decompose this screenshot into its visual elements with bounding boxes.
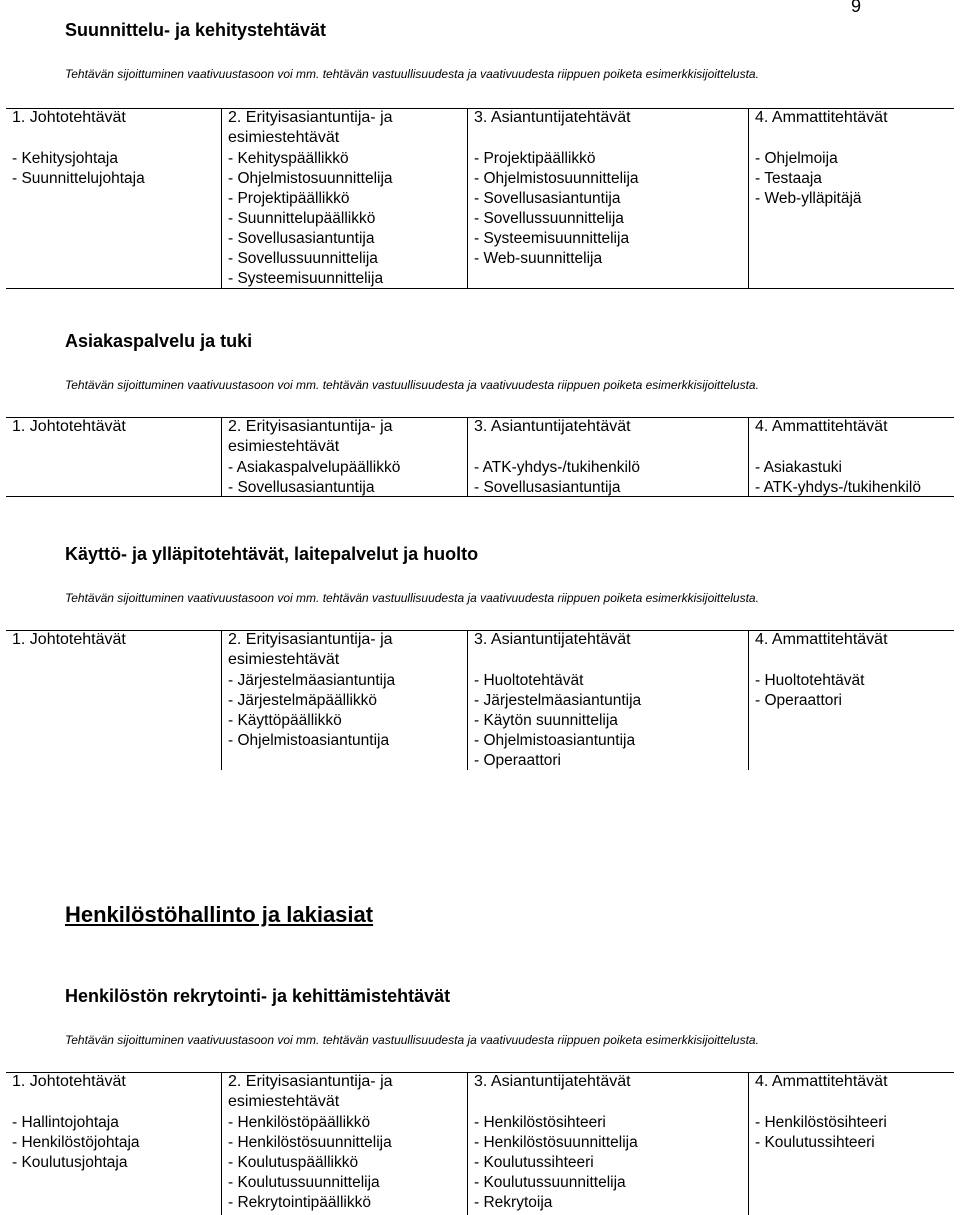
column-header: 2. Erityisasiantuntija- ja esimiestehtävät [228,631,393,668]
role-item: - Koulutuspäällikkö [228,1154,359,1171]
column-professional [748,108,955,289]
role-item: - Ohjelmistoasiantuntija [474,732,636,749]
role-list [755,149,951,209]
role-item: - Sovellusasiantuntija [228,230,375,247]
role-item: - Henkilöstöjohtaja [12,1134,140,1151]
role-item: - Testaaja [755,170,822,187]
column-specialist [221,108,468,289]
column-expert [467,417,749,497]
column-professional [748,1072,955,1215]
role-list [12,149,217,189]
role-item: - Operaattori [474,752,562,769]
role-list [474,671,745,771]
role-item: - Suunnittelujohtaja [12,170,145,187]
role-list [228,1113,464,1213]
role-table-development [6,108,954,289]
role-item: - Asiakaspalvelupäällikkö [228,459,401,476]
role-table-recruitment [6,1072,954,1215]
role-item: - Systeemisuunnittelija [474,230,630,247]
column-management [6,630,221,770]
column-professional [748,417,955,497]
role-item: - Käyttöpäällikkö [228,712,342,729]
column-header: 3. Asiantuntijatehtävät [474,418,631,435]
page-number: 9 [851,0,862,16]
role-list [474,149,745,269]
column-header: 3. Asiantuntijatehtävät [474,109,631,126]
column-header: 4. Ammattitehtävät [755,418,888,435]
placement-note: Tehtävän sijoittuminen vaativuustasoon voi mm. tehtävän vastuullisuudesta ja vaativuudesta riippuen poiketa esimerkkisijoittelusta. [65,1033,759,1047]
role-item: - Ohjelmistosuunnittelija [228,170,393,187]
role-item: - Henkilöstösihteeri [474,1114,606,1131]
role-item: - Huoltotehtävät [474,672,584,689]
placement-note: Tehtävän sijoittuminen vaativuustasoon voi mm. tehtävän vastuullisuudesta ja vaativuudesta riippuen poiketa esimerkkisijoittelusta. [65,67,759,81]
role-item: - Kehitysjohtaja [12,150,118,167]
role-list [12,1113,217,1173]
role-item: - Järjestelmäasiantuntija [228,672,396,689]
role-item: - Kehityspäällikkö [228,150,349,167]
role-item: - Rekrytointipäällikkö [228,1194,371,1211]
column-header: 1. Johtotehtävät [12,1073,126,1090]
role-item: - Huoltotehtävät [755,672,865,689]
column-expert [467,630,749,770]
role-item: - Web-suunnittelija [474,250,603,267]
column-header: 4. Ammattitehtävät [755,1073,888,1090]
column-management [6,108,221,289]
role-item: - Web-ylläpitäjä [755,190,862,207]
role-item: - Ohjelmistosuunnittelija [474,170,639,187]
role-item: - Sovellussuunnittelija [474,210,624,227]
role-item: - ATK-yhdys-/tukihenkilö [474,459,640,476]
column-header: 1. Johtotehtävät [12,109,126,126]
role-list [755,458,951,498]
column-header: 2. Erityisasiantuntija- ja esimiestehtävät [228,418,393,455]
placement-note: Tehtävän sijoittuminen vaativuustasoon voi mm. tehtävän vastuullisuudesta ja vaativuudesta riippuen poiketa esimerkkisijoittelusta. [65,378,759,392]
role-list [228,458,464,498]
role-list [474,1113,745,1213]
role-item: - Sovellussuunnittelija [228,250,378,267]
role-table-operations [6,630,954,770]
role-item: - Koulutussihteeri [474,1154,594,1171]
column-header: 1. Johtotehtävät [12,418,126,435]
column-header: 4. Ammattitehtävät [755,631,888,648]
column-header: 3. Asiantuntijatehtävät [474,631,631,648]
section-title-operations: Käyttö- ja ylläpitotehtävät, laitepalvelut ja huolto [65,544,479,564]
column-management [6,1072,221,1215]
section-title-customer-service: Asiakaspalvelu ja tuki [65,331,253,351]
column-header: 3. Asiantuntijatehtävät [474,1073,631,1090]
role-item: - Henkilöstöpäällikkö [228,1114,371,1131]
role-item: - Sovellusasiantuntija [228,479,375,496]
role-item: - Hallintojohtaja [12,1114,119,1131]
role-item: - Koulutussuunnittelija [228,1174,380,1191]
section-title-development: Suunnittelu- ja kehitystehtävät [65,20,327,40]
role-item: - Ohjelmistoasiantuntija [228,732,390,749]
role-item: - Asiakastuki [755,459,843,476]
column-professional [748,630,955,770]
role-item: - Henkilöstösuunnittelija [474,1134,638,1151]
role-table-customer-service [6,417,954,497]
role-item: - Koulutusjohtaja [12,1154,128,1171]
column-expert [467,1072,749,1215]
role-item: - Koulutussuunnittelija [474,1174,626,1191]
role-list [755,1113,951,1153]
role-item: - Operaattori [755,692,843,709]
section-title-recruitment: Henkilöstön rekrytointi- ja kehittämistehtävät [65,986,451,1006]
role-item: - Sovellusasiantuntija [474,190,621,207]
role-item: - Ohjelmoija [755,150,838,167]
role-item: - Henkilöstösihteeri [755,1114,887,1131]
column-header: 1. Johtotehtävät [12,631,126,648]
role-item: - Projektipäällikkö [228,190,350,207]
role-item: - Sovellusasiantuntija [474,479,621,496]
column-specialist [221,630,468,770]
role-list [228,149,464,289]
role-item: - Henkilöstösuunnittelija [228,1134,392,1151]
column-expert [467,108,749,289]
role-item: - Koulutussihteeri [755,1134,875,1151]
role-item: - Projektipäällikkö [474,150,596,167]
column-management [6,417,221,497]
role-item: - Rekrytoija [474,1194,553,1211]
placement-note: Tehtävän sijoittuminen vaativuustasoon voi mm. tehtävän vastuullisuudesta ja vaativuudesta riippuen poiketa esimerkkisijoittelusta. [65,591,759,605]
role-item: - Suunnittelupäällikkö [228,210,376,227]
role-list [474,458,745,498]
column-header: 2. Erityisasiantuntija- ja esimiestehtävät [228,1073,393,1110]
role-item: - ATK-yhdys-/tukihenkilö [755,479,921,496]
major-title-hr: Henkilöstöhallinto ja lakiasiat [65,902,374,927]
role-list [755,671,951,711]
role-item: - Käytön suunnittelija [474,712,618,729]
column-header: 4. Ammattitehtävät [755,109,888,126]
column-specialist [221,1072,468,1215]
role-item: - Järjestelmäasiantuntija [474,692,642,709]
role-item: - Järjestelmäpäällikkö [228,692,378,709]
column-specialist [221,417,468,497]
column-header: 2. Erityisasiantuntija- ja esimiestehtävät [228,109,393,146]
role-item: - Systeemisuunnittelija [228,270,384,287]
role-list [228,671,464,751]
